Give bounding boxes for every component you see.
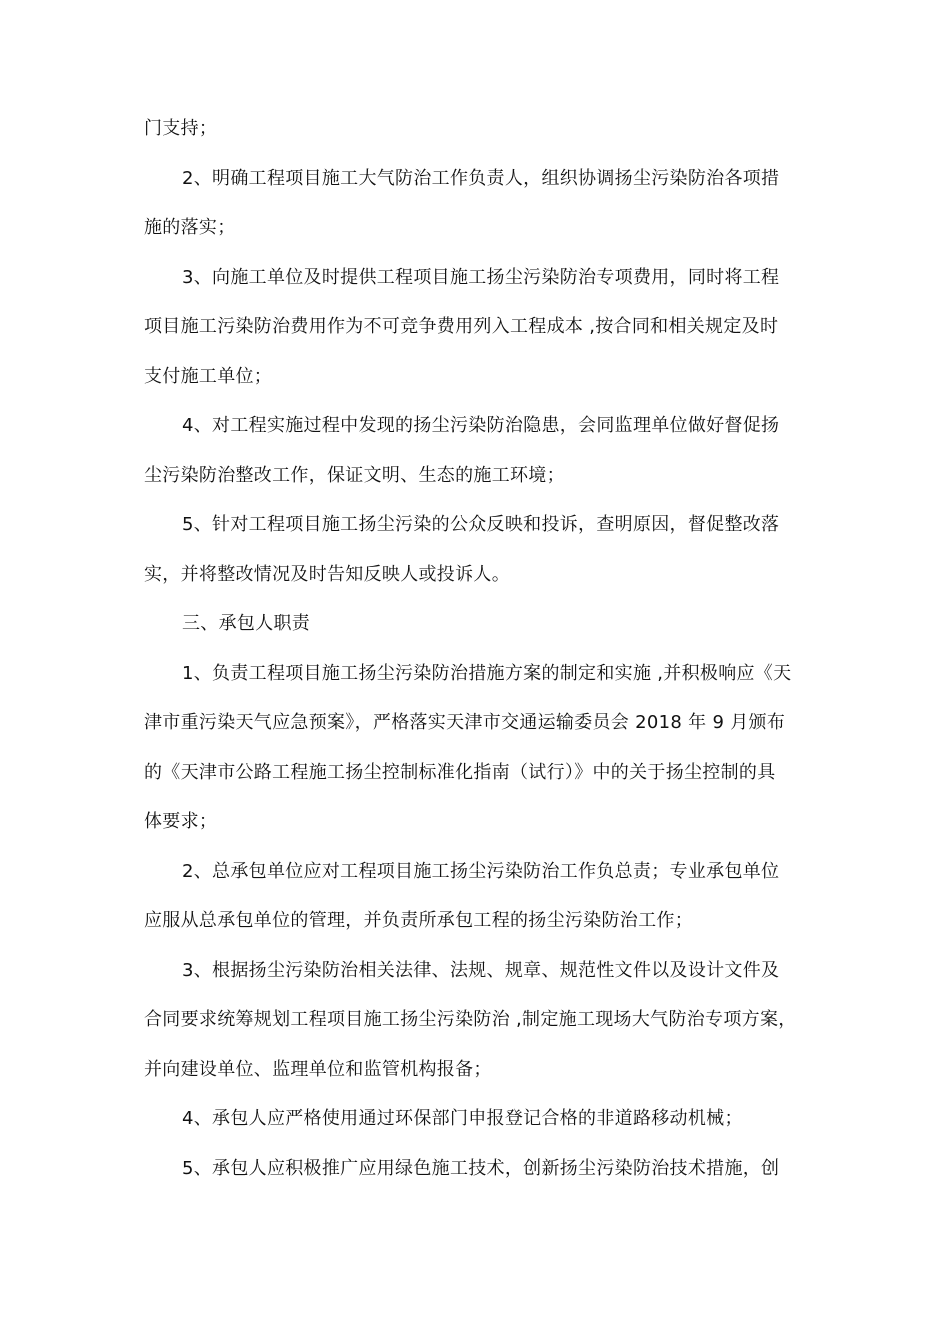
text-line: 4、对工程实施过程中发现的扬尘污染防治隐患，会同监理单位做好督促扬 xyxy=(182,415,780,436)
text-line: 1、负责工程项目施工扬尘污染防治措施方案的制定和实施 ,并积极响应《天 xyxy=(182,662,792,684)
text-line: 并向建设单位、监理单位和监管机构报备； xyxy=(144,1058,492,1080)
text-line: 3、向施工单位及时提供工程项目施工扬尘污染防治专项费用，同时将工程 xyxy=(182,266,780,288)
document-body xyxy=(144,104,824,1193)
text-line: 应服从总承包单位的管理，并负责所承包工程的扬尘污染防治工作； xyxy=(144,910,693,931)
text-line: 合同要求统筹规划工程项目施工扬尘污染防治 ,制定施工现场大气防治专项方案， xyxy=(144,1009,797,1030)
section-heading: 三、承包人职责 xyxy=(182,613,311,634)
text-line: 项目施工污染防治费用作为不可竞争费用列入工程成本 ,按合同和相关规定及时 xyxy=(144,316,779,337)
text-line: 津市重污染天气应急预案》，严格落实天津市交通运输委员会 2018 年 9 月颁布 xyxy=(144,712,786,733)
text-line: 体要求； xyxy=(144,811,218,832)
text-line: 2、明确工程项目施工大气防治工作负责人，组织协调扬尘污染防治各项措 xyxy=(182,167,780,189)
text-line: 门支持； xyxy=(144,118,218,139)
text-line: 4、承包人应严格使用通过环保部门申报登记合格的非道路移动机械； xyxy=(182,1108,743,1129)
text-line: 实，并将整改情况及时告知反映人或投诉人。 xyxy=(144,563,510,585)
text-line: 的《天津市公路工程施工扬尘控制标准化指南（试行）》中的关于扬尘控制的具 xyxy=(144,761,776,783)
text-line: 支付施工单位； xyxy=(144,365,273,387)
text-line: 3、根据扬尘污染防治相关法律、法规、规章、规范性文件以及设计文件及 xyxy=(182,959,780,981)
text-line: 2、总承包单位应对工程项目施工扬尘污染防治工作负总责；专业承包单位 xyxy=(182,860,780,882)
text-line: 5、承包人应积极推广应用绿色施工技术，创新扬尘污染防治技术措施，创 xyxy=(182,1157,780,1179)
text-line: 5、针对工程项目施工扬尘污染的公众反映和投诉，查明原因，督促整改落 xyxy=(182,514,780,535)
text-line: 尘污染防治整改工作，保证文明、生态的施工环境； xyxy=(144,464,565,486)
text-line: 施的落实； xyxy=(144,217,236,238)
